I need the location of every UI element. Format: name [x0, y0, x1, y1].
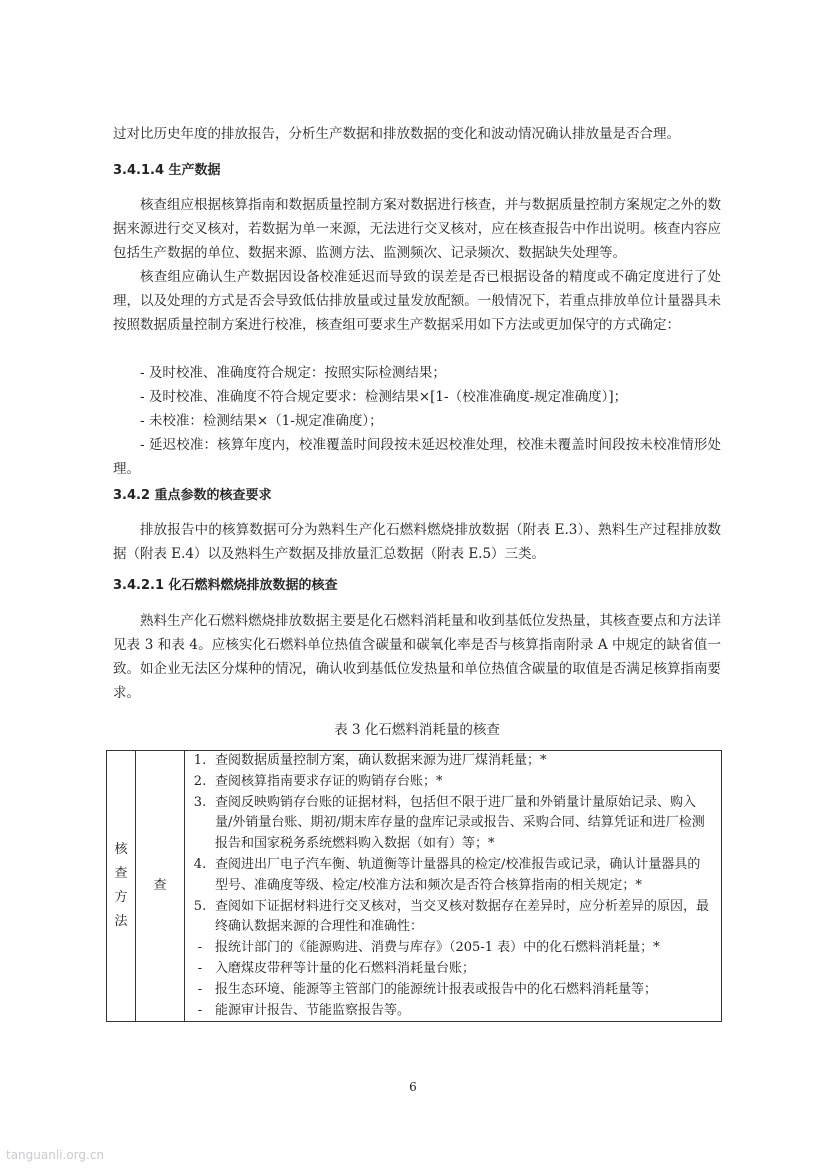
table-caption: 表 3 化石燃料消耗量的核查	[334, 722, 500, 738]
fossil-fuel-consumption-check-table	[106, 750, 722, 1022]
table-row: - 报生态环境、能源等主管部门的能源统计报表或报告中的化石燃料消耗量等；	[197, 981, 658, 997]
table-verb-cell: 查	[136, 751, 185, 1022]
table-row: 1. 查阅数据质量控制方案，确认数据来源为进厂煤消耗量；*	[193, 753, 547, 768]
list-item: - 未校准：检测结果×（1-规定准确度）；	[140, 413, 383, 429]
list-item: - 延迟校准：核算年度内，校准覆盖时间段按未延迟校准处理，校准未覆盖时间段按未校准情形处理。	[113, 437, 721, 477]
section-heading-3-4-2: 3.4.2 重点参数的核查要求	[113, 488, 272, 503]
table-row: 4. 查阅进出厂电子汽车衡、轨道衡等计量器具的检定/校准报告或记录，确认计量器具的型号、准确度等级、检定/校准方法和频次是否符合核算指南的相关规定；*	[193, 856, 701, 893]
table-row: - 入磨煤皮带秤等计量的化石燃料消耗量台账；	[197, 960, 476, 976]
watermark: tanguanli.org.cn	[6, 1148, 105, 1162]
paragraph-key-parameters: 排放报告中的核算数据可分为熟料生产化石燃料燃烧排放数据（附表 E.3）、熟料生产过程排放数据（附表 E.4）以及熟料生产数据及排放量汇总数据（附表 E.5）三类。	[113, 522, 721, 562]
table-row: - 能源审计报告、节能监察报告等。	[197, 1002, 411, 1018]
paragraph-production-data-1: 核查组应根据核算指南和数据质量控制方案对数据进行核查，并与数据质量控制方案规定之外的数据来源进行交叉核对，若数据为单一来源，无法进行交叉核对，应在核查报告中作出说明。核查内容应包括生产数据的单位、数据来源、监测方法、监测频次、记录频次、数据缺失处理等。	[113, 197, 721, 261]
table-row: 5. 查阅如下证据材料进行交叉核对，当交叉核对数据存在差异时，应分析差异的原因，最终确认数据来源的合理性和准确性：	[193, 898, 710, 935]
list-item: - 及时校准、准确度不符合规定要求：检测结果×[1-（校准准确度-规定准确度）]；	[140, 389, 628, 405]
calibration-method-list	[113, 361, 721, 481]
page-number: 6	[409, 1080, 417, 1094]
paragraph-continued: 过对比历史年度的排放报告，分析生产数据和排放数据的变化和波动情况确认排放量是否合理。	[113, 126, 680, 142]
section-heading-3-4-1-4: 3.4.1.4 生产数据	[113, 163, 221, 178]
paragraph-fossil-fuel: 熟料生产化石燃料燃烧排放数据主要是化石燃料消耗量和收到基低位发热量，其核查要点和方法详见表 3 和表 4。应核实化石燃料单位热值含碳量和碳氧化率是否与核算指南附录 A 中规定的缺省值一致。如企业无法区分煤种的情况，确认收到基低位发热量和单位热值含碳量的取值是否满足核算指南要求。	[113, 613, 721, 701]
table-row: 3. 查阅反映购销存台账的证据材料，包括但不限于进厂量和外销量计量原始记录、购入量/外销量台账、期初/期末库存量的盘库记录或报告、采购合同、结算凭证和进厂检测报告和国家税务系统燃料购入数据（如有）等；*	[193, 794, 705, 852]
table-side-label: 核 查 方 法	[107, 751, 136, 1022]
list-item: - 及时校准、准确度符合规定：按照实际检测结果；	[140, 365, 446, 381]
section-heading-3-4-2-1: 3.4.2.1 化石燃料燃烧排放数据的核查	[113, 578, 338, 593]
table-items-cell	[185, 751, 722, 1022]
table-row: 2. 查阅核算指南要求存证的购销存台账；*	[193, 773, 443, 789]
table-row: - 报统计部门的《能源购进、消费与库存》（205-1 表）中的化石燃料消耗量；*	[197, 940, 660, 956]
paragraph-production-data-2: 核查组应确认生产数据因设备校准延迟而导致的误差是否已根据设备的精度或不确定度进行了处理，以及处理的方式是否会导致低估排放量或过量发放配额。一般情况下，若重点排放单位计量器具未按照数据质量控制方案进行校准，核查组可要求生产数据采用如下方法或更加保守的方式确定：	[113, 269, 721, 333]
